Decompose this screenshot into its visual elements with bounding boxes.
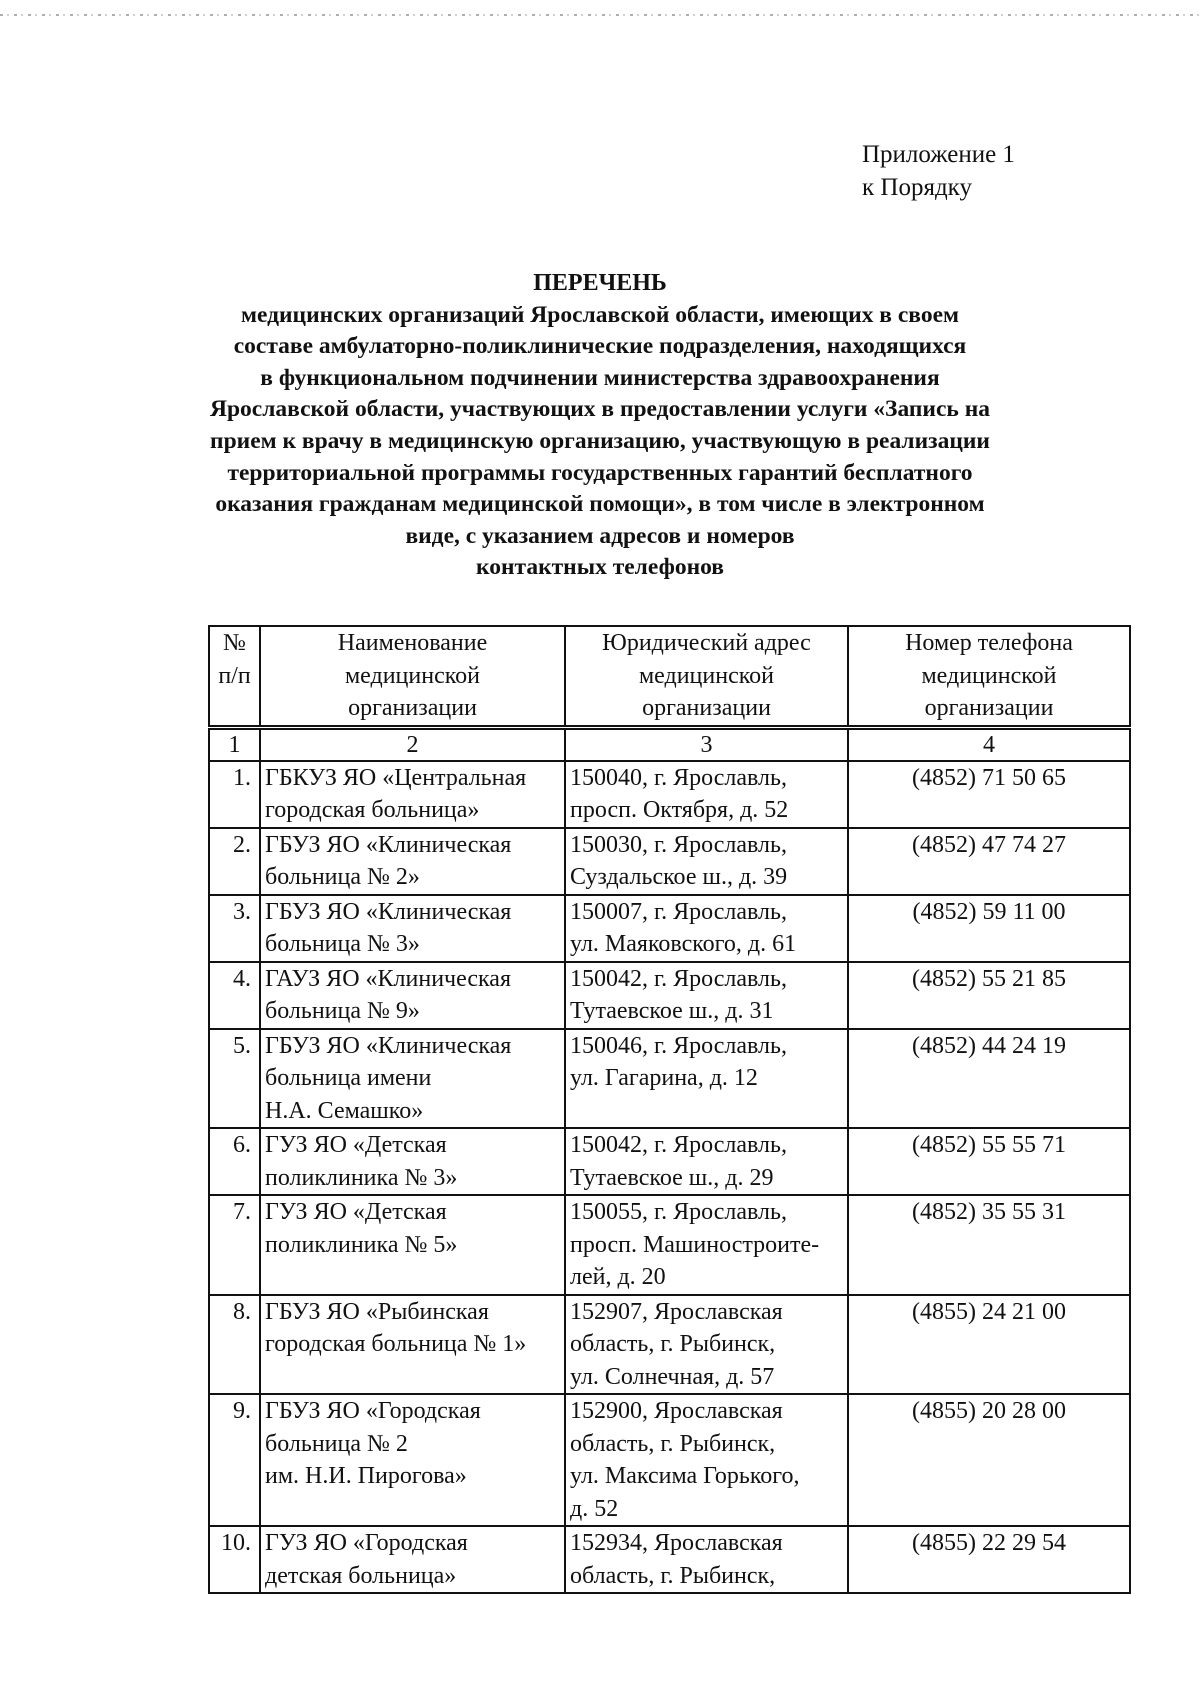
title-line: территориальной программы государственных гарантий бесплатного bbox=[227, 459, 973, 486]
organization-name-line: ГБКУЗ ЯО «Центральная bbox=[265, 764, 527, 791]
organization-name bbox=[260, 1295, 565, 1395]
table-row bbox=[209, 828, 1130, 895]
title-line: Ярославской области, участвующих в предоставлении услуги «Запись на bbox=[209, 396, 990, 423]
organization-name bbox=[260, 895, 565, 962]
legal-address bbox=[565, 1295, 848, 1395]
title-line: контактных телефонов bbox=[476, 554, 724, 581]
organization-name-line: ГБУЗ ЯО «Клиническая bbox=[265, 1032, 512, 1059]
organization-name-line: ГБУЗ ЯО «Городская bbox=[265, 1398, 481, 1424]
phone-number: (4852) 55 21 85 bbox=[848, 962, 1130, 1029]
legal-address-line: 150042, г. Ярославль, bbox=[570, 1132, 787, 1158]
organization-name-line: больница № 9» bbox=[265, 998, 420, 1024]
phone-number: (4852) 44 24 19 bbox=[848, 1029, 1130, 1129]
legal-address bbox=[565, 761, 848, 828]
row-number: 6. bbox=[209, 1128, 260, 1195]
table-header-row bbox=[209, 626, 1130, 727]
organization-name-line: ГБУЗ ЯО «Клиническая bbox=[265, 898, 512, 925]
legal-address-line: Суздальское ш., д. 39 bbox=[570, 864, 788, 890]
organization-name-line: поликлиника № 3» bbox=[265, 1164, 458, 1191]
organization-name bbox=[260, 1526, 565, 1593]
row-number: 9. bbox=[209, 1394, 260, 1526]
organization-name-line: больница № 2» bbox=[265, 864, 420, 890]
organization-name-line: ГУЗ ЯО «Детская bbox=[265, 1199, 447, 1225]
legal-address-line: Тутаевское ш., д. 29 bbox=[570, 1164, 774, 1191]
title-line: прием к врачу в медицинскую организацию, участвующую в реализации bbox=[210, 427, 990, 454]
organization-name-line: Н.А. Семашко» bbox=[265, 1097, 424, 1124]
document-title bbox=[160, 268, 1040, 584]
table-row bbox=[209, 1195, 1130, 1295]
column-number: 3 bbox=[565, 727, 848, 761]
legal-address-line: 150055, г. Ярославль, bbox=[570, 1199, 787, 1225]
legal-address-line: 152900, Ярославская bbox=[570, 1398, 783, 1424]
legal-address-line: д. 52 bbox=[570, 1495, 619, 1522]
row-number: 1. bbox=[209, 761, 260, 828]
phone-number: (4855) 22 29 54 bbox=[848, 1526, 1130, 1593]
row-number: 5. bbox=[209, 1029, 260, 1129]
table-row bbox=[209, 1029, 1130, 1129]
legal-address-line: Тутаевское ш., д. 31 bbox=[570, 998, 774, 1024]
legal-address bbox=[565, 895, 848, 962]
title-line: в функциональном подчинении министерства здравоохранения bbox=[260, 364, 940, 391]
organization-name-line: поликлиника № 5» bbox=[265, 1231, 458, 1258]
table-row bbox=[209, 1128, 1130, 1195]
organization-name-line: больница № 3» bbox=[265, 931, 420, 957]
column-number: 4 bbox=[848, 727, 1130, 761]
organization-name-line: ГУЗ ЯО «Городская bbox=[265, 1530, 468, 1556]
organization-name bbox=[260, 1195, 565, 1295]
legal-address bbox=[565, 828, 848, 895]
organization-name bbox=[260, 828, 565, 895]
column-number: 1 bbox=[209, 727, 260, 761]
legal-address-line: 150042, г. Ярославль, bbox=[570, 965, 787, 992]
table-row bbox=[209, 1526, 1130, 1593]
organization-name-line: детская больница» bbox=[265, 1562, 457, 1589]
legal-address-line: просп. Машиностроите- bbox=[570, 1231, 820, 1258]
title-line: виде, с указанием адресов и номеров bbox=[405, 522, 795, 549]
legal-address bbox=[565, 962, 848, 1029]
organization-name bbox=[260, 1128, 565, 1195]
scan-edge-artifact bbox=[0, 14, 1200, 16]
legal-address-line: 150007, г. Ярославль, bbox=[570, 898, 787, 925]
organizations-table bbox=[208, 625, 1131, 1594]
legal-address-line: ул. Маяковского, д. 61 bbox=[570, 931, 797, 957]
header-address: Юридический адрес медицинской организации bbox=[565, 626, 848, 727]
organization-name bbox=[260, 1029, 565, 1129]
legal-address-line: просп. Октября, д. 52 bbox=[570, 797, 789, 823]
table-row bbox=[209, 761, 1130, 828]
legal-address-line: ул. Солнечная, д. 57 bbox=[570, 1363, 775, 1390]
phone-number: (4855) 20 28 00 bbox=[848, 1394, 1130, 1526]
row-number: 7. bbox=[209, 1195, 260, 1295]
phone-number: (4852) 71 50 65 bbox=[848, 761, 1130, 828]
table-row bbox=[209, 1295, 1130, 1395]
organization-name-line: ГУЗ ЯО «Детская bbox=[265, 1132, 447, 1158]
organization-name bbox=[260, 962, 565, 1029]
organization-name-line: им. Н.И. Пирогова» bbox=[265, 1463, 467, 1489]
row-number: 3. bbox=[209, 895, 260, 962]
organization-name bbox=[260, 761, 565, 828]
legal-address-line: область, г. Рыбинск, bbox=[570, 1430, 776, 1457]
legal-address-line: ул. Гагарина, д. 12 bbox=[570, 1065, 758, 1091]
column-number-row bbox=[209, 727, 1130, 761]
legal-address bbox=[565, 1128, 848, 1195]
appendix-order-reference: к Порядку bbox=[862, 174, 972, 201]
legal-address bbox=[565, 1394, 848, 1526]
appendix-number: Приложение 1 bbox=[862, 141, 1015, 168]
organization-name bbox=[260, 1394, 565, 1526]
row-number: 8. bbox=[209, 1295, 260, 1395]
legal-address bbox=[565, 1195, 848, 1295]
organization-name-line: ГБУЗ ЯО «Рыбинская bbox=[265, 1298, 489, 1325]
phone-number: (4855) 24 21 00 bbox=[848, 1295, 1130, 1395]
title-line: оказания гражданам медицинской помощи», в том числе в электронном bbox=[215, 491, 985, 518]
table-row bbox=[209, 895, 1130, 962]
organization-name-line: больница имени bbox=[265, 1065, 432, 1091]
organization-name-line: городская больница» bbox=[265, 797, 480, 823]
header-name: Наименование медицинской организации bbox=[260, 626, 565, 727]
organization-name-line: ГАУЗ ЯО «Клиническая bbox=[265, 965, 511, 992]
organization-name-line: ГБУЗ ЯО «Клиническая bbox=[265, 831, 512, 858]
appendix-reference bbox=[862, 138, 1015, 204]
row-number: 2. bbox=[209, 828, 260, 895]
legal-address-line: 150046, г. Ярославль, bbox=[570, 1032, 787, 1059]
header-phone: Номер телефона медицинской организации bbox=[848, 626, 1130, 727]
row-number: 4. bbox=[209, 962, 260, 1029]
legal-address-line: ул. Максима Горького, bbox=[570, 1463, 800, 1489]
legal-address bbox=[565, 1029, 848, 1129]
legal-address-line: 150030, г. Ярославль, bbox=[570, 831, 787, 858]
table-row bbox=[209, 1394, 1130, 1526]
legal-address-line: 150040, г. Ярославль, bbox=[570, 764, 787, 791]
phone-number: (4852) 35 55 31 bbox=[848, 1195, 1130, 1295]
legal-address-line: область, г. Рыбинск, bbox=[570, 1331, 776, 1357]
row-number: 10. bbox=[209, 1526, 260, 1593]
phone-number: (4852) 47 74 27 bbox=[848, 828, 1130, 895]
legal-address bbox=[565, 1526, 848, 1593]
header-number: № п/п bbox=[209, 626, 260, 727]
title-line: медицинских организаций Ярославской области, имеющих в своем bbox=[240, 301, 960, 328]
phone-number: (4852) 59 11 00 bbox=[848, 895, 1130, 962]
organization-name-line: городская больница № 1» bbox=[265, 1331, 527, 1357]
table-row bbox=[209, 962, 1130, 1029]
legal-address-line: 152907, Ярославская bbox=[570, 1298, 783, 1325]
phone-number: (4852) 55 55 71 bbox=[848, 1128, 1130, 1195]
legal-address-line: область, г. Рыбинск, bbox=[570, 1562, 776, 1589]
title-heading: ПЕРЕЧЕНЬ bbox=[533, 270, 667, 296]
legal-address-line: 152934, Ярославская bbox=[570, 1530, 783, 1556]
legal-address-line: лей, д. 20 bbox=[570, 1264, 666, 1290]
title-line: составе амбулаторно-поликлинические подразделения, находящихся bbox=[233, 333, 967, 360]
organization-name-line: больница № 2 bbox=[265, 1430, 408, 1457]
column-number: 2 bbox=[260, 727, 565, 761]
